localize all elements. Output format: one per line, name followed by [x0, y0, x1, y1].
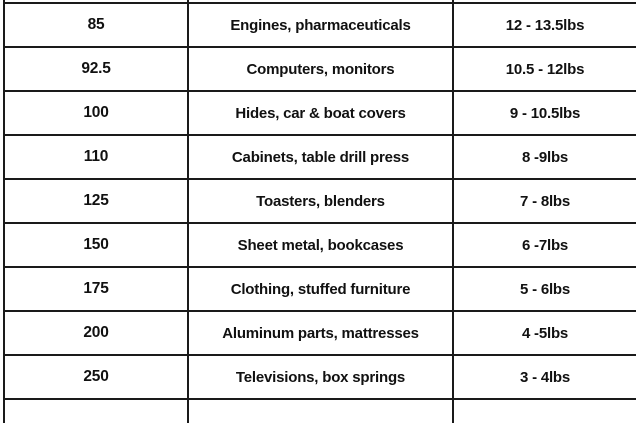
weight-cell: 3 - 4lbs	[453, 355, 636, 399]
weight-cell: 7 - 8lbs	[453, 179, 636, 223]
commodity-cell: Toasters, blenders	[188, 179, 453, 223]
commodity-cell: Aluminum parts, mattresses	[188, 311, 453, 355]
weight-cell: 5 - 6lbs	[453, 267, 636, 311]
weight-cell	[453, 399, 636, 423]
weight-cell: 6 -7lbs	[453, 223, 636, 267]
class-cell: 85	[4, 3, 188, 47]
class-cell	[4, 399, 188, 423]
table-row	[4, 3, 636, 47]
weight-cell: 12 - 13.5lbs	[453, 3, 636, 47]
table-row	[4, 135, 636, 179]
weight-cell: 10.5 - 12lbs	[453, 47, 636, 91]
weight-cell: 8 -9lbs	[453, 135, 636, 179]
commodity-cell	[188, 399, 453, 423]
commodity-cell: Cabinets, table drill press	[188, 135, 453, 179]
commodity-cell: Computers, monitors	[188, 47, 453, 91]
freight-class-table	[3, 0, 636, 423]
commodity-cell: Hides, car & boat covers	[188, 91, 453, 135]
commodity-cell: Clothing, stuffed furniture	[188, 267, 453, 311]
class-cell: 175	[4, 267, 188, 311]
class-cell: 92.5	[4, 47, 188, 91]
freight-class-table-container	[3, 0, 636, 423]
table-row	[4, 311, 636, 355]
table-row	[4, 223, 636, 267]
class-cell: 150	[4, 223, 188, 267]
weight-cell: 4 -5lbs	[453, 311, 636, 355]
commodity-cell: Engines, pharmaceuticals	[188, 3, 453, 47]
class-cell: 200	[4, 311, 188, 355]
class-cell: 125	[4, 179, 188, 223]
table-row	[4, 399, 636, 423]
class-cell: 100	[4, 91, 188, 135]
class-cell: 250	[4, 355, 188, 399]
table-row	[4, 179, 636, 223]
weight-cell: 9 - 10.5lbs	[453, 91, 636, 135]
table-row	[4, 267, 636, 311]
table-row	[4, 47, 636, 91]
commodity-cell: Sheet metal, bookcases	[188, 223, 453, 267]
table-row	[4, 355, 636, 399]
class-cell: 110	[4, 135, 188, 179]
commodity-cell: Televisions, box springs	[188, 355, 453, 399]
table-row	[4, 91, 636, 135]
